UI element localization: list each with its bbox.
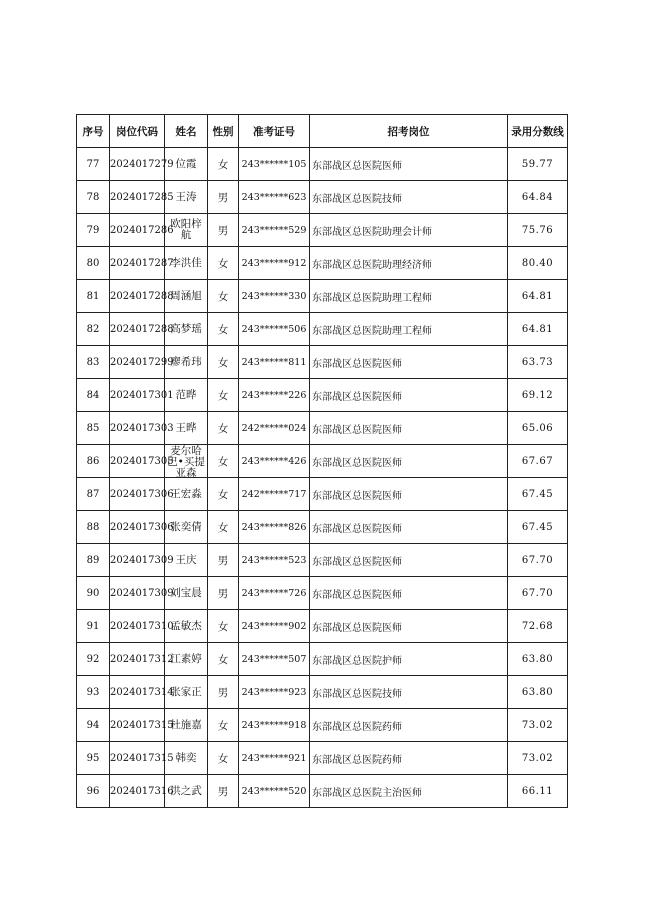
cell-post-code: 2024017279 bbox=[110, 148, 165, 181]
cell-score: 67.67 bbox=[508, 445, 568, 478]
cell-post-code: 2024017312 bbox=[110, 643, 165, 676]
cell-exam-id: 243******811 bbox=[239, 346, 310, 379]
header-name: 姓名 bbox=[165, 115, 208, 148]
cell-score: 80.40 bbox=[508, 247, 568, 280]
cell-serial-number: 86 bbox=[77, 445, 110, 478]
cell-gender: 女 bbox=[208, 313, 239, 346]
cell-exam-id: 243******923 bbox=[239, 676, 310, 709]
name-text: 张奕倩 bbox=[170, 520, 202, 533]
name-text: 杜施嘉 bbox=[170, 718, 202, 731]
table-body bbox=[77, 148, 568, 808]
cell-exam-id: 242******717 bbox=[239, 478, 310, 511]
cell-exam-id: 243******226 bbox=[239, 379, 310, 412]
table-row bbox=[77, 544, 568, 577]
cell-post: 东部战区总医院医师 bbox=[310, 544, 508, 577]
cell-post-code: 2024017288 bbox=[110, 280, 165, 313]
cell-exam-id: 243******529 bbox=[239, 214, 310, 247]
cell-score: 67.70 bbox=[508, 577, 568, 610]
cell-gender: 女 bbox=[208, 643, 239, 676]
table-row bbox=[77, 610, 568, 643]
cell-post: 东部战区总医院医师 bbox=[310, 379, 508, 412]
cell-post-code: 2024017316 bbox=[110, 775, 165, 808]
header-serial-number: 序号 bbox=[77, 115, 110, 148]
cell-post: 东部战区总医院技师 bbox=[310, 676, 508, 709]
name-text: 江素婷 bbox=[170, 652, 202, 665]
cell-post-code: 2024017315 bbox=[110, 709, 165, 742]
cell-post: 东部战区总医院医师 bbox=[310, 478, 508, 511]
cell-score: 65.06 bbox=[508, 412, 568, 445]
cell-serial-number: 80 bbox=[77, 247, 110, 280]
cell-post: 东部战区总医院技师 bbox=[310, 181, 508, 214]
cell-post: 东部战区总医院医师 bbox=[310, 412, 508, 445]
cell-score: 63.80 bbox=[508, 676, 568, 709]
cell-post-code: 2024017301 bbox=[110, 379, 165, 412]
cell-serial-number: 90 bbox=[77, 577, 110, 610]
cell-exam-id: 243******918 bbox=[239, 709, 310, 742]
cell-score: 64.81 bbox=[508, 280, 568, 313]
cell-serial-number: 87 bbox=[77, 478, 110, 511]
header-row bbox=[77, 115, 568, 148]
cell-post: 东部战区总医院医师 bbox=[310, 148, 508, 181]
cell-post-code: 2024017314 bbox=[110, 676, 165, 709]
cell-exam-id: 243******523 bbox=[239, 544, 310, 577]
cell-gender: 女 bbox=[208, 709, 239, 742]
cell-post-code: 2024017310 bbox=[110, 610, 165, 643]
name-text: 孟敏杰 bbox=[170, 619, 202, 632]
name-text: 麦尔哈巴•买提亚森 bbox=[167, 445, 205, 479]
cell-post: 东部战区总医院医师 bbox=[310, 511, 508, 544]
cell-name bbox=[165, 445, 208, 478]
cell-gender: 女 bbox=[208, 478, 239, 511]
table-header bbox=[77, 115, 568, 148]
name-text: 周涵旭 bbox=[170, 289, 202, 302]
table-row bbox=[77, 577, 568, 610]
cell-serial-number: 79 bbox=[77, 214, 110, 247]
cell-score: 66.11 bbox=[508, 775, 568, 808]
cell-name bbox=[165, 280, 208, 313]
table-row bbox=[77, 445, 568, 478]
table-row bbox=[77, 313, 568, 346]
cell-score: 64.84 bbox=[508, 181, 568, 214]
cell-serial-number: 89 bbox=[77, 544, 110, 577]
cell-serial-number: 77 bbox=[77, 148, 110, 181]
name-text: 李洪佳 bbox=[170, 256, 202, 269]
cell-score: 59.77 bbox=[508, 148, 568, 181]
name-text: 韩奕 bbox=[175, 751, 197, 764]
cell-exam-id: 242******024 bbox=[239, 412, 310, 445]
table-row bbox=[77, 181, 568, 214]
cell-post-code: 2024017305 bbox=[110, 445, 165, 478]
cell-post-code: 2024017306 bbox=[110, 478, 165, 511]
cell-serial-number: 92 bbox=[77, 643, 110, 676]
cell-score: 67.70 bbox=[508, 544, 568, 577]
cell-score: 64.81 bbox=[508, 313, 568, 346]
cell-serial-number: 85 bbox=[77, 412, 110, 445]
name-text: 王晔 bbox=[175, 421, 197, 434]
name-text: 欧阳梓航 bbox=[170, 218, 202, 241]
header-gender: 性别 bbox=[208, 115, 239, 148]
cell-name bbox=[165, 313, 208, 346]
cell-post: 东部战区总医院主治医师 bbox=[310, 775, 508, 808]
cell-exam-id: 243******507 bbox=[239, 643, 310, 676]
table-row bbox=[77, 742, 568, 775]
table-row bbox=[77, 709, 568, 742]
cell-post-code: 2024017306 bbox=[110, 511, 165, 544]
cell-post: 东部战区总医院助理经济师 bbox=[310, 247, 508, 280]
cell-serial-number: 93 bbox=[77, 676, 110, 709]
name-text: 范晔 bbox=[175, 388, 197, 401]
name-text: 刘宝晨 bbox=[170, 586, 202, 599]
cell-name bbox=[165, 577, 208, 610]
cell-post-code: 2024017288 bbox=[110, 313, 165, 346]
cell-gender: 女 bbox=[208, 148, 239, 181]
cell-serial-number: 88 bbox=[77, 511, 110, 544]
name-text: 高梦瑶 bbox=[170, 322, 202, 335]
cell-gender: 女 bbox=[208, 742, 239, 775]
cell-gender: 男 bbox=[208, 676, 239, 709]
cell-exam-id: 243******506 bbox=[239, 313, 310, 346]
header-exam-id: 准考证号 bbox=[239, 115, 310, 148]
table-row bbox=[77, 280, 568, 313]
cell-serial-number: 95 bbox=[77, 742, 110, 775]
table-row bbox=[77, 412, 568, 445]
cell-name bbox=[165, 775, 208, 808]
cell-exam-id: 243******921 bbox=[239, 742, 310, 775]
cell-exam-id: 243******902 bbox=[239, 610, 310, 643]
cell-score: 63.80 bbox=[508, 643, 568, 676]
cell-exam-id: 243******426 bbox=[239, 445, 310, 478]
cell-gender: 女 bbox=[208, 412, 239, 445]
name-text: 王宏淼 bbox=[170, 487, 202, 500]
cell-gender: 男 bbox=[208, 181, 239, 214]
cell-serial-number: 84 bbox=[77, 379, 110, 412]
name-text: 位霞 bbox=[175, 157, 197, 170]
cell-gender: 女 bbox=[208, 346, 239, 379]
cell-name bbox=[165, 346, 208, 379]
cell-score: 73.02 bbox=[508, 742, 568, 775]
cell-post: 东部战区总医院助理工程师 bbox=[310, 280, 508, 313]
cell-gender: 男 bbox=[208, 577, 239, 610]
cell-gender: 女 bbox=[208, 247, 239, 280]
cell-exam-id: 243******520 bbox=[239, 775, 310, 808]
table-row bbox=[77, 775, 568, 808]
cell-gender: 女 bbox=[208, 445, 239, 478]
cell-gender: 男 bbox=[208, 775, 239, 808]
name-text: 张家正 bbox=[170, 685, 202, 698]
cell-gender: 女 bbox=[208, 379, 239, 412]
cell-exam-id: 243******726 bbox=[239, 577, 310, 610]
cell-post-code: 2024017286 bbox=[110, 214, 165, 247]
cell-post-code: 2024017299 bbox=[110, 346, 165, 379]
cell-score: 75.76 bbox=[508, 214, 568, 247]
table-row bbox=[77, 478, 568, 511]
cell-gender: 男 bbox=[208, 214, 239, 247]
table-row bbox=[77, 214, 568, 247]
cell-name bbox=[165, 709, 208, 742]
cell-gender: 女 bbox=[208, 280, 239, 313]
table-row bbox=[77, 643, 568, 676]
cell-score: 63.73 bbox=[508, 346, 568, 379]
name-text: 洪之武 bbox=[170, 784, 202, 797]
cell-post-code: 2024017309 bbox=[110, 577, 165, 610]
cell-gender: 女 bbox=[208, 610, 239, 643]
cell-serial-number: 81 bbox=[77, 280, 110, 313]
cell-post-code: 2024017285 bbox=[110, 181, 165, 214]
table-row bbox=[77, 346, 568, 379]
table-row bbox=[77, 676, 568, 709]
header-score: 录用分数线 bbox=[508, 115, 568, 148]
cell-name bbox=[165, 610, 208, 643]
cell-gender: 女 bbox=[208, 511, 239, 544]
cell-serial-number: 91 bbox=[77, 610, 110, 643]
cell-post-code: 2024017315 bbox=[110, 742, 165, 775]
cell-post: 东部战区总医院医师 bbox=[310, 577, 508, 610]
name-text: 王庆 bbox=[175, 553, 197, 566]
cell-serial-number: 96 bbox=[77, 775, 110, 808]
cell-post: 东部战区总医院医师 bbox=[310, 610, 508, 643]
header-post: 招考岗位 bbox=[310, 115, 508, 148]
cell-post-code: 2024017309 bbox=[110, 544, 165, 577]
cell-serial-number: 82 bbox=[77, 313, 110, 346]
table-row bbox=[77, 247, 568, 280]
header-post-code: 岗位代码 bbox=[110, 115, 165, 148]
cell-exam-id: 243******826 bbox=[239, 511, 310, 544]
cell-post: 东部战区总医院药师 bbox=[310, 742, 508, 775]
cell-serial-number: 83 bbox=[77, 346, 110, 379]
cell-score: 69.12 bbox=[508, 379, 568, 412]
cell-name bbox=[165, 643, 208, 676]
cell-serial-number: 78 bbox=[77, 181, 110, 214]
table-row bbox=[77, 379, 568, 412]
cell-name bbox=[165, 676, 208, 709]
cell-post: 东部战区总医院助理会计师 bbox=[310, 214, 508, 247]
cell-exam-id: 243******623 bbox=[239, 181, 310, 214]
cell-exam-id: 243******105 bbox=[239, 148, 310, 181]
cell-post-code: 2024017303 bbox=[110, 412, 165, 445]
cell-exam-id: 243******330 bbox=[239, 280, 310, 313]
table-row bbox=[77, 148, 568, 181]
cell-name bbox=[165, 247, 208, 280]
cell-exam-id: 243******912 bbox=[239, 247, 310, 280]
cell-score: 73.02 bbox=[508, 709, 568, 742]
cell-post: 东部战区总医院药师 bbox=[310, 709, 508, 742]
cell-score: 67.45 bbox=[508, 478, 568, 511]
cell-post-code: 2024017287 bbox=[110, 247, 165, 280]
name-text: 王涛 bbox=[175, 190, 197, 203]
name-text: 廖希玮 bbox=[170, 355, 202, 368]
cell-name bbox=[165, 478, 208, 511]
cell-post: 东部战区总医院助理工程师 bbox=[310, 313, 508, 346]
cell-gender: 男 bbox=[208, 544, 239, 577]
admission-score-table bbox=[76, 114, 568, 808]
cell-name bbox=[165, 511, 208, 544]
cell-post: 东部战区总医院护师 bbox=[310, 643, 508, 676]
cell-post: 东部战区总医院医师 bbox=[310, 445, 508, 478]
cell-serial-number: 94 bbox=[77, 709, 110, 742]
cell-post: 东部战区总医院医师 bbox=[310, 346, 508, 379]
cell-score: 67.45 bbox=[508, 511, 568, 544]
cell-score: 72.68 bbox=[508, 610, 568, 643]
table-row bbox=[77, 511, 568, 544]
